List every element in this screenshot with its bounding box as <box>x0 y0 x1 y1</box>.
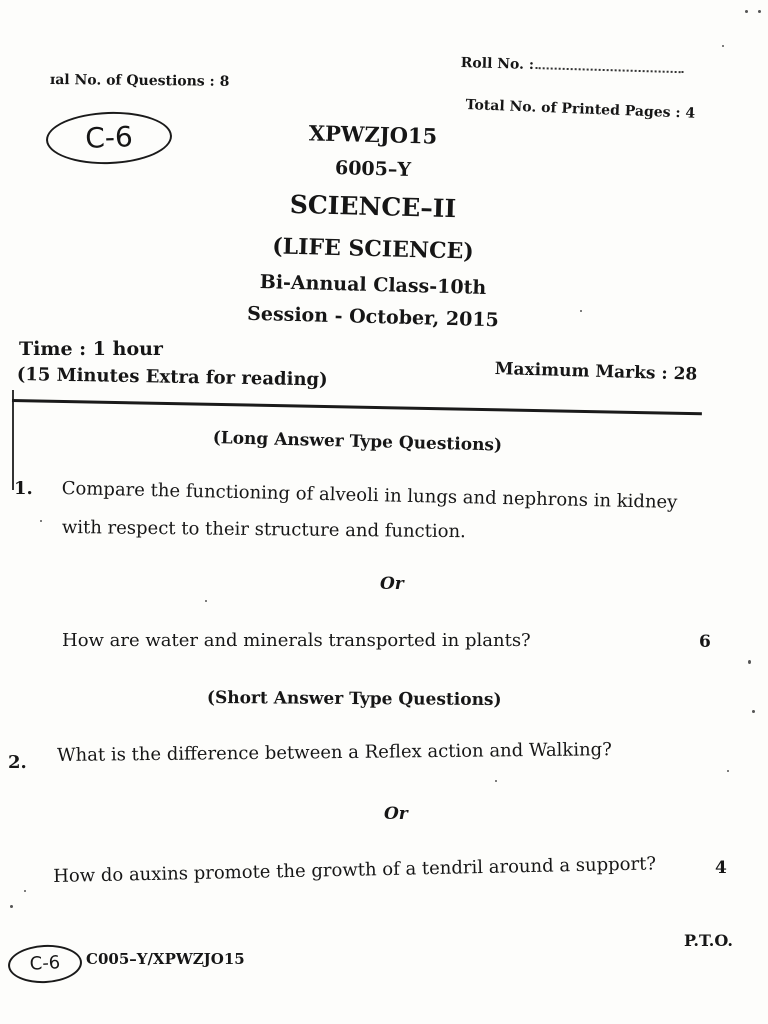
subject-title: SCIENCE–II <box>289 189 457 224</box>
question-1-marks: 6 <box>699 632 711 652</box>
scan-speckle <box>10 905 13 908</box>
scan-speckle <box>727 770 729 772</box>
scan-speckle <box>748 660 751 664</box>
maximum-marks: Maximum Marks : 28 <box>494 359 698 385</box>
section-short-answer: (Short Answer Type Questions) <box>206 688 502 711</box>
time-allowed: Time : 1 hour <box>19 338 163 360</box>
question-2-line-1: What is the difference between a Reflex action and Walking? <box>57 739 612 766</box>
total-questions: ɪal No. of Questions : 8 <box>49 72 230 90</box>
sub-subject-title: (LIFE SCIENCE) <box>271 233 475 265</box>
question-2-or: Or <box>384 804 408 824</box>
footer-mark-oval: C-6 <box>7 943 83 985</box>
scan-speckle <box>758 10 761 13</box>
scan-speckle <box>495 780 497 782</box>
roll-number-blank <box>536 57 684 73</box>
extra-reading-time: (15 Minutes Extra for reading) <box>16 364 328 391</box>
margin-line <box>12 390 14 490</box>
footer-paper-code: C005–Y/XPWZJO15 <box>86 950 245 968</box>
scan-speckle <box>752 710 755 713</box>
scan-speckle <box>24 890 26 892</box>
printed-pages: Total No. of Printed Pages : 4 <box>465 97 696 122</box>
question-1-alternative: How are water and minerals transported in plants? <box>62 630 531 651</box>
section-long-answer: (Long Answer Type Questions) <box>212 428 503 456</box>
roll-number-label: Roll No. : <box>460 55 535 74</box>
question-1-or: Or <box>380 574 404 594</box>
question-1-number: 1. <box>14 478 33 499</box>
question-2-marks: 4 <box>715 858 727 878</box>
question-2-number: 2. <box>8 752 27 773</box>
scan-speckle <box>745 10 748 13</box>
scan-speckle <box>580 310 582 312</box>
question-1-line-1: Compare the functioning of alveoli in lungs and nephrons in kidney <box>61 478 678 513</box>
session-line: Session - October, 2015 <box>246 302 500 332</box>
roll-number-field <box>461 55 685 77</box>
page-turn-over: P.T.O. <box>684 931 733 950</box>
class-line: Bi-Annual Class-10th <box>259 271 487 299</box>
paper-code: XPWZJO15 <box>308 120 438 149</box>
paper-number: 6005–Y <box>334 157 412 181</box>
question-1-line-2: with respect to their structure and function. <box>61 517 466 543</box>
paper-mark-oval: C-6 <box>45 110 173 166</box>
header-divider <box>12 399 702 415</box>
scan-speckle <box>40 520 42 522</box>
scan-speckle <box>722 45 724 47</box>
question-2-alternative: How do auxins promote the growth of a tendril around a support? <box>53 853 657 887</box>
scan-speckle <box>205 600 207 602</box>
